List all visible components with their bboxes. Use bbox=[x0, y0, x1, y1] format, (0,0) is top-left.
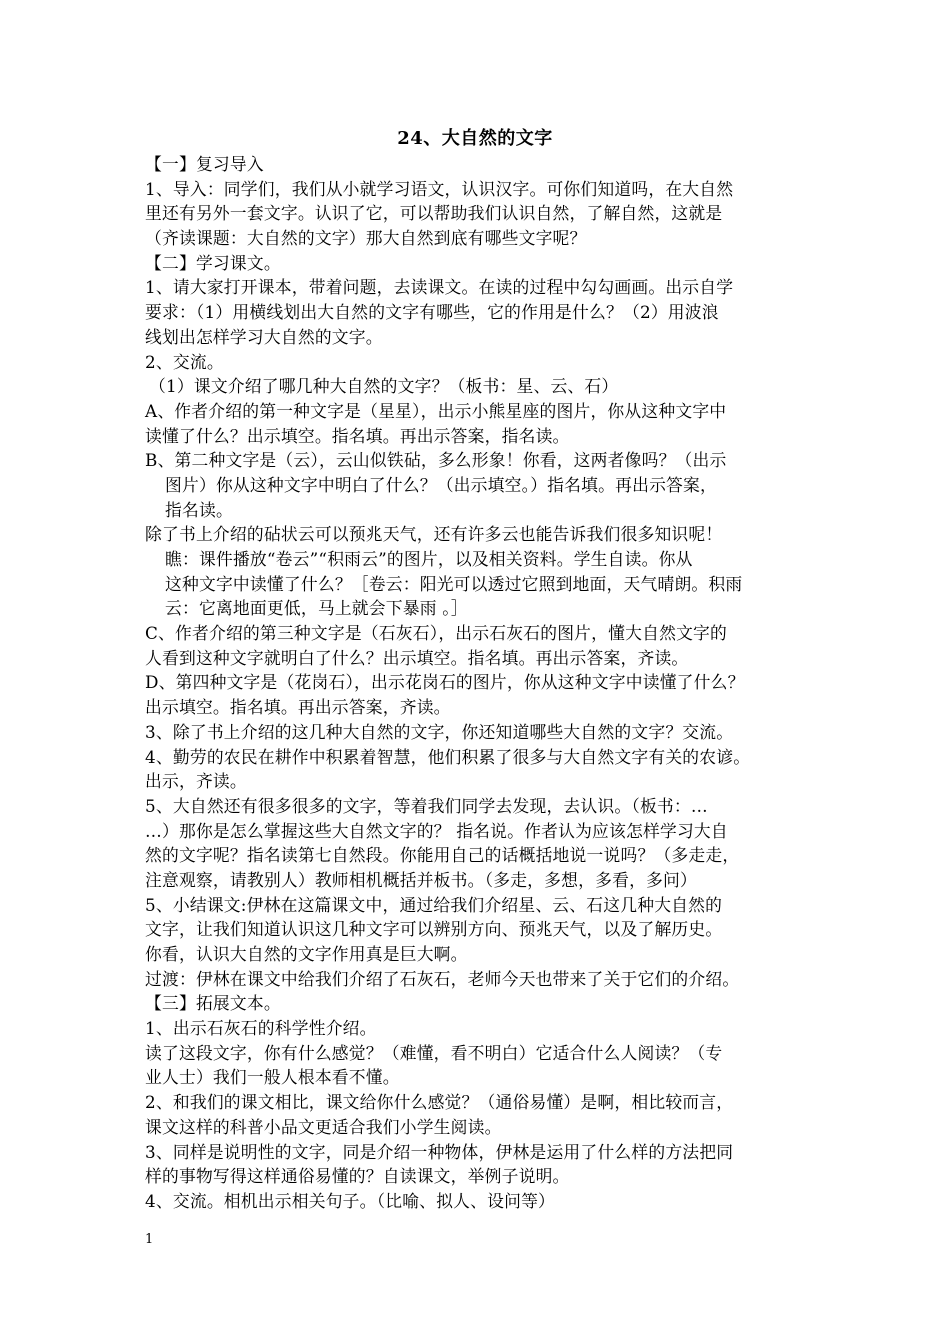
text-line: 2、和我们的课文相比，课文给你什么感觉？（通俗易懂）是啊，相比较而言， bbox=[145, 1092, 734, 1113]
document-body bbox=[145, 152, 825, 1214]
page-number: 1 bbox=[145, 1232, 154, 1247]
text-line: 瞧：课件播放“卷云”“积雨云”的图片，以及相关资料。学生自读。你从 bbox=[165, 549, 693, 569]
text-line: 里还有另外一套文字。认识了它，可以帮助我们认识自然，了解自然，这就是 bbox=[145, 203, 723, 224]
text-line: 样的事物写得这样通俗易懂的？自读课文，举例子说明。 bbox=[145, 1166, 570, 1187]
text-line: 1、出示石灰石的科学性介绍。 bbox=[145, 1018, 377, 1039]
text-line: 5、大自然还有很多很多的文字，等着我们同学去发现，去认识。（板书：… bbox=[145, 795, 708, 816]
text-line: （齐读课题：大自然的文字）那大自然到底有哪些文字呢？ bbox=[145, 228, 587, 249]
text-line: 读懂了什么？出示填空。指名填。再出示答案，指名读。 bbox=[145, 425, 570, 446]
text-line: …）那你是怎么掌握这些大自然文字的？ 指名说。作者认为应该怎样学习大自 bbox=[145, 820, 728, 841]
text-line: 除了书上介绍的砧状云可以预兆天气，还有许多云也能告诉我们很多知识呢！ bbox=[145, 524, 723, 545]
text-line: A、作者介绍的第一种文字是（星星），出示小熊星座的图片，你从这种文字中 bbox=[145, 400, 727, 421]
text-line: D、第四种文字是（花岗石），出示花岗石的图片，你从这种文字中读懂了什么？ bbox=[145, 672, 745, 693]
text-line: 线划出怎样学习大自然的文字。 bbox=[145, 326, 383, 347]
text-line: 要求：（1）用横线划出大自然的文字有哪些，它的作用是什么？（2）用波浪 bbox=[145, 302, 719, 323]
text-line: 4、交流。相机出示相关句子。（比喻、拟人、设问等） bbox=[145, 1190, 556, 1211]
text-line: 云：它离地面更低，马上就会下暴雨 。］ bbox=[165, 598, 468, 619]
text-line: （1）课文介绍了哪几种大自然的文字？（板书：星、云、石） bbox=[149, 376, 619, 397]
text-line: 人看到这种文字就明白了什么？出示填空。指名填。再出示答案，齐读。 bbox=[145, 647, 689, 668]
text-line: 然的文字呢？指名读第七自然段。你能用自己的话概括地说一说吗？（多走走， bbox=[145, 845, 740, 866]
text-line: 1、请大家打开课本，带着问题，去读课文。在读的过程中勾勾画画。出示自学 bbox=[145, 277, 734, 298]
text-line: 文字，让我们知道认识这几种文字可以辨别方向、预兆天气，以及了解历史。 bbox=[145, 919, 723, 940]
text-line: 过渡：伊林在课文中给我们介绍了石灰石，老师今天也带来了关于它们的介绍。 bbox=[145, 968, 740, 989]
text-line: B、第二种文字是（云），云山似铁砧，多么形象！你看，这两者像吗？（出示 bbox=[145, 450, 727, 471]
text-line: 4、勤劳的农民在耕作中积累着智慧，他们积累了很多与大自然文字有关的农谚。 bbox=[145, 746, 751, 767]
text-line: 读了这段文字，你有什么感觉？（难懂，看不明白）它适合什么人阅读？（专 bbox=[145, 1042, 723, 1063]
text-line: 注意观察，请教别人）教师相机概括并板书。（多走，多想，多看，多问） bbox=[145, 869, 697, 890]
text-line: 出示填空。指名填。再出示答案，齐读。 bbox=[145, 697, 451, 718]
section-heading: 【二】学习课文。 bbox=[145, 252, 281, 273]
text-line: 指名读。 bbox=[165, 499, 233, 520]
text-line: C、作者介绍的第三种文字是（石灰石），出示石灰石的图片，懂大自然文字的 bbox=[145, 623, 728, 644]
text-line: 1、导入：同学们，我们从小就学习语文，认识汉字。可你们知道吗，在大自然 bbox=[145, 178, 734, 199]
text-line: 2、交流。 bbox=[145, 351, 224, 372]
text-line: 这种文字中读懂了什么？［卷云：阳光可以透过它照到地面，天气晴朗。积雨 bbox=[165, 573, 743, 594]
text-line: 课文这样的科普小品文更适合我们小学生阅读。 bbox=[145, 1116, 502, 1137]
text-line: 你看，认识大自然的文字作用真是巨大啊。 bbox=[145, 944, 468, 964]
text-line: 出示，齐读。 bbox=[145, 771, 247, 792]
text-line: 3、除了书上介绍的这几种大自然的文字，你还知道哪些大自然的文字？交流。 bbox=[145, 721, 734, 742]
document-title: 24、大自然的文字 bbox=[397, 128, 553, 149]
text-line: 3、同样是说明性的文字，同是介绍一种物体，伊林是运用了什么样的方法把同 bbox=[145, 1141, 734, 1162]
text-line: 图片）你从这种文字中明白了什么？（出示填空。）指名填。再出示答案， bbox=[165, 474, 717, 495]
text-line: 业人士）我们一般人根本看不懂。 bbox=[145, 1067, 400, 1088]
section-heading: 【三】拓展文本。 bbox=[145, 993, 281, 1014]
text-line: 5、小结课文:伊林在这篇课文中，通过给我们介绍星、云、石这几种大自然的 bbox=[145, 894, 723, 915]
section-heading: 【一】复习导入 bbox=[145, 154, 264, 174]
